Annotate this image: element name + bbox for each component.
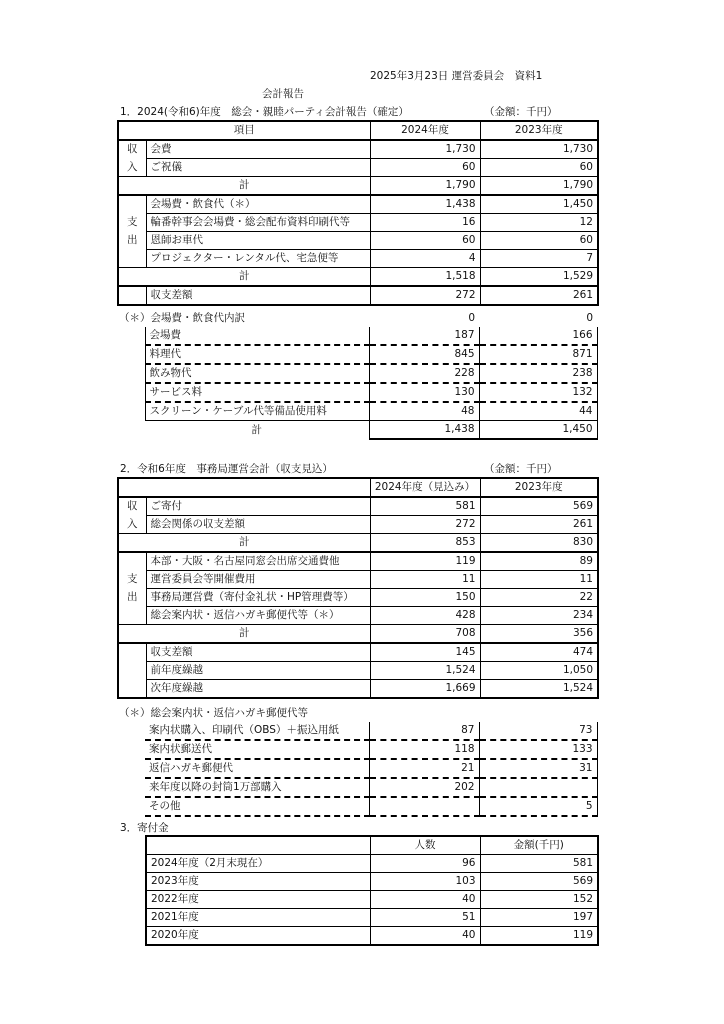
- amount: 581: [480, 855, 598, 873]
- table-row: [117, 759, 597, 778]
- summary-row: [118, 680, 598, 699]
- value-2023: 1,790: [480, 177, 598, 196]
- value-2024: 48: [369, 402, 479, 421]
- note-row: [117, 705, 597, 722]
- value-2024: 118: [369, 740, 479, 759]
- value-2023: 830: [480, 534, 598, 553]
- value-2023: 474: [480, 643, 598, 662]
- table-row: [146, 891, 598, 909]
- table-row: [117, 797, 597, 816]
- row-label: 返信ハガキ郵便代: [145, 759, 369, 778]
- table-row: [118, 159, 598, 177]
- value-2024: 708: [370, 625, 480, 644]
- summary-row: [118, 662, 598, 680]
- row-label: 2021年度: [146, 909, 370, 927]
- table-row: [146, 927, 598, 946]
- value-2023: 133: [479, 740, 597, 759]
- value-2024: 1,730: [370, 140, 480, 159]
- row-label: 恩師お車代: [146, 232, 370, 250]
- row-label: スクリーン・ケーブル代等備品使用料: [145, 402, 369, 421]
- column-header: 2023年度: [480, 121, 598, 140]
- value-2023: [479, 778, 597, 797]
- summary-row: [118, 643, 598, 662]
- column-header: 項目: [118, 121, 370, 140]
- value-2023: 1,529: [480, 268, 598, 287]
- row-label: 次年度繰越: [146, 680, 370, 699]
- table-row: [146, 855, 598, 873]
- value-2024: 119: [370, 552, 480, 571]
- table-row: [117, 383, 597, 402]
- value-2024: 4: [370, 250, 480, 268]
- total-row: [118, 625, 598, 644]
- value-2024: 581: [370, 497, 480, 516]
- table-row: [117, 345, 597, 364]
- table-row: [118, 250, 598, 268]
- section-2-unit: （金額：千円）: [484, 463, 558, 475]
- table-row: [117, 740, 597, 759]
- value-2024: 1,524: [370, 662, 480, 680]
- row-label: 収支差額: [146, 286, 370, 305]
- value-2023: 11: [480, 571, 598, 589]
- value-2024: 145: [370, 643, 480, 662]
- value-2024: 228: [369, 364, 479, 383]
- column-header: 2024年度（見込み）: [370, 478, 480, 497]
- value-2023: 60: [480, 232, 598, 250]
- table-row: [118, 589, 598, 607]
- value-2023: 569: [480, 497, 598, 516]
- value-2023: 60: [480, 159, 598, 177]
- expense-label: 出: [118, 589, 146, 607]
- table-row: [118, 552, 598, 571]
- table-row: [146, 909, 598, 927]
- value-2023: 7: [480, 250, 598, 268]
- section-1-heading: 1．2024(令和6)年度 総会・親睦パーティ会計報告（確定）: [120, 106, 409, 118]
- value-2023: 44: [479, 402, 597, 421]
- column-header: 2023年度: [480, 478, 598, 497]
- document-meta: 2025年3月23日 運営委員会 資料1: [370, 70, 543, 82]
- value-2024: 202: [369, 778, 479, 797]
- value-2024: 60: [370, 232, 480, 250]
- value-2023: 238: [479, 364, 597, 383]
- page-title: 会計報告: [262, 88, 304, 100]
- row-label: 総会関係の収支差額: [146, 516, 370, 534]
- value-2024: 853: [370, 534, 480, 553]
- total-row: [118, 534, 598, 553]
- section-2-breakdown: [117, 705, 598, 817]
- section-1-table: [117, 120, 599, 306]
- column-header: 金額(千円): [480, 836, 598, 855]
- section-1-unit: （金額：千円）: [484, 106, 558, 118]
- people-count: 51: [370, 909, 480, 927]
- value-2024: 187: [369, 327, 479, 345]
- value-2024: 130: [369, 383, 479, 402]
- total-label: 計: [118, 534, 370, 553]
- people-count: 103: [370, 873, 480, 891]
- value-2023: 1,450: [480, 195, 598, 214]
- column-header: 2024年度: [370, 121, 480, 140]
- table-row: [118, 140, 598, 159]
- amount: 569: [480, 873, 598, 891]
- amount: 197: [480, 909, 598, 927]
- table-row: [118, 607, 598, 625]
- row-label: 来年度以降の封筒1万部購入: [145, 778, 369, 797]
- table-header-row: [118, 121, 598, 140]
- value-2024: 21: [369, 759, 479, 778]
- row-label: 案内状郵送代: [145, 740, 369, 759]
- row-label: 料理代: [145, 345, 369, 364]
- row-label: 2024年度（2月末現在）: [146, 855, 370, 873]
- row-label: 会場費: [145, 327, 369, 345]
- section-1-breakdown: [117, 310, 598, 440]
- people-count: 96: [370, 855, 480, 873]
- total-label: 計: [251, 423, 262, 436]
- row-label: その他: [145, 797, 369, 816]
- value-2023: 1,450: [479, 421, 597, 440]
- value-2023: 5: [479, 797, 597, 816]
- value-2023: 132: [479, 383, 597, 402]
- row-label: 収支差額: [146, 643, 370, 662]
- value-2024: 11: [370, 571, 480, 589]
- row-label: ご祝儀: [146, 159, 370, 177]
- value-2024: 272: [370, 286, 480, 305]
- balance-row: [118, 286, 598, 305]
- section-3-table: [145, 835, 599, 946]
- value-2023: 1,730: [480, 140, 598, 159]
- row-label: 事務局運営費（寄付金礼状・HP管理費等）: [146, 589, 370, 607]
- value-2023: 1,524: [480, 680, 598, 699]
- row-label: 2020年度: [146, 927, 370, 946]
- amount: 119: [480, 927, 598, 946]
- value-2024: 1,790: [370, 177, 480, 196]
- amount: 152: [480, 891, 598, 909]
- people-count: 40: [370, 927, 480, 946]
- value-2024: 150: [370, 589, 480, 607]
- total-label: 計: [118, 625, 370, 644]
- note-row: [117, 310, 597, 327]
- row-label: 輪番幹事会会場費・総会配布資料印刷代等: [146, 214, 370, 232]
- value-2023: 261: [480, 286, 598, 305]
- value-2023: 356: [480, 625, 598, 644]
- value-2024: 87: [369, 722, 479, 740]
- row-label: 総会案内状・返信ハガキ郵便代等（＊）: [146, 607, 370, 625]
- people-count: 40: [370, 891, 480, 909]
- income-label: 収: [118, 497, 146, 516]
- row-label: ご寄付: [146, 497, 370, 516]
- row-label: 会場費・飲食代（＊）: [146, 195, 370, 214]
- value-2024: 1,669: [370, 680, 480, 699]
- value-2023: 234: [480, 607, 598, 625]
- row-label: プロジェクター・レンタル代、宅急便等: [146, 250, 370, 268]
- row-label: 飲み物代: [145, 364, 369, 383]
- value-2023: 1,050: [480, 662, 598, 680]
- table-row: [118, 214, 598, 232]
- value-2023: 73: [479, 722, 597, 740]
- value-2023: 12: [480, 214, 598, 232]
- row-label: 運営委員会等開催費用: [146, 571, 370, 589]
- row-label: サービス料: [145, 383, 369, 402]
- table-row: [117, 364, 597, 383]
- row-label: 2022年度: [146, 891, 370, 909]
- value-2024: 1,518: [370, 268, 480, 287]
- row-label: 会費: [146, 140, 370, 159]
- expense-label: 支: [118, 571, 146, 589]
- value-2023: 166: [479, 327, 597, 345]
- table-row: [117, 327, 597, 345]
- value-2023: 89: [480, 552, 598, 571]
- value-2023: 261: [480, 516, 598, 534]
- table-row: [117, 722, 597, 740]
- total-label: 計: [118, 268, 370, 287]
- total-row: [117, 421, 597, 440]
- value-2024: 428: [370, 607, 480, 625]
- value-2024: [369, 797, 479, 816]
- table-header-row: [118, 478, 598, 497]
- value-2023: 31: [479, 759, 597, 778]
- value-2024: 272: [370, 516, 480, 534]
- table-row: [117, 778, 597, 797]
- table-row: [118, 516, 598, 534]
- row-label: 案内状購入、印刷代（OBS）＋振込用紙: [145, 722, 369, 740]
- value-2023: 871: [479, 345, 597, 364]
- table-row: [117, 402, 597, 421]
- value-2023: 0: [586, 312, 593, 324]
- income-label: 入: [118, 516, 146, 534]
- total-label: 計: [118, 177, 370, 196]
- note-title: （＊）会場費・飲食代内訳: [119, 312, 245, 324]
- total-row: [118, 177, 598, 196]
- expense-label: 支: [118, 214, 146, 232]
- total-row: [118, 268, 598, 287]
- table-row: [118, 497, 598, 516]
- section-3-heading: 3．寄付金: [120, 822, 169, 834]
- table-row: [118, 232, 598, 250]
- row-label: 本部・大阪・名古屋同窓会出席交通費他: [146, 552, 370, 571]
- value-2024: 16: [370, 214, 480, 232]
- value-2024: 1,438: [370, 195, 480, 214]
- row-label: 前年度繰越: [146, 662, 370, 680]
- value-2024: 0: [468, 312, 475, 324]
- note-title: （＊）総会案内状・返信ハガキ郵便代等: [119, 707, 308, 719]
- value-2023: 22: [480, 589, 598, 607]
- row-label: 2023年度: [146, 873, 370, 891]
- table-row: [146, 873, 598, 891]
- column-header: 人数: [370, 836, 480, 855]
- table-header-row: [146, 836, 598, 855]
- income-label: 入: [118, 159, 146, 177]
- table-row: [118, 571, 598, 589]
- value-2024: 60: [370, 159, 480, 177]
- section-2-heading: 2．令和6年度 事務局運営会計（収支見込）: [120, 463, 333, 475]
- value-2024: 845: [369, 345, 479, 364]
- expense-label: 出: [118, 232, 146, 250]
- section-2-table: [117, 477, 599, 699]
- value-2024: 1,438: [369, 421, 479, 440]
- income-label: 収: [118, 140, 146, 159]
- table-row: [118, 195, 598, 214]
